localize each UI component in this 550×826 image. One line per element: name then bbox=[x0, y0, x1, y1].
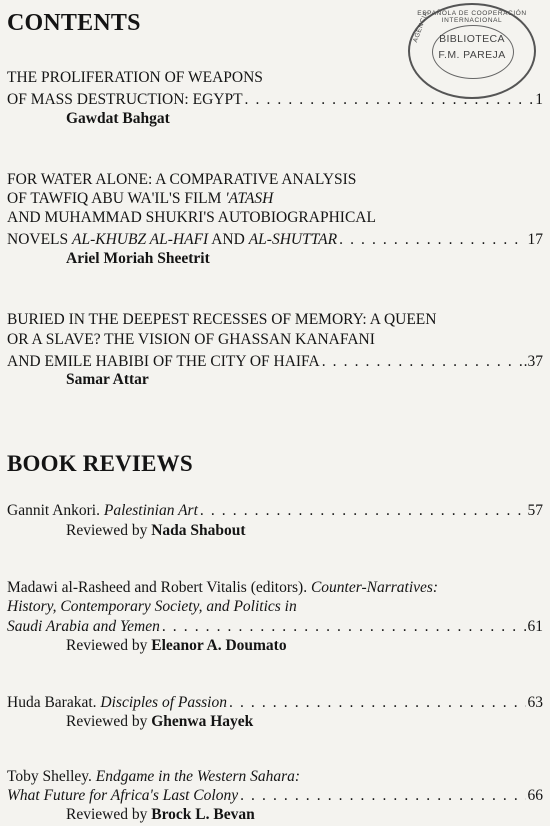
article-3-title-line-1: BURIED IN THE DEEPEST RECESSES OF MEMORY: A QUEEN bbox=[7, 311, 437, 328]
novel-title-2: AL-SHUTTAR bbox=[248, 231, 338, 248]
article-1-title-line-2 bbox=[7, 90, 543, 110]
review-3-reviewer: Ghenwa Hayek bbox=[151, 713, 254, 730]
review-2-citation-line-2: History, Contemporary Society, and Politics in bbox=[7, 598, 297, 615]
contents-heading: CONTENTS bbox=[7, 10, 141, 36]
stamp-line-1: BIBLIOTECA bbox=[439, 33, 505, 45]
review-4-citation-line-1: Toby Shelley. Endgame in the Western Sahara: bbox=[7, 768, 301, 785]
review-2-citation-line-1: Madawi al-Rasheed and Robert Vitalis (editors). Counter-Narratives: bbox=[7, 579, 439, 596]
article-2-title-line-4 bbox=[7, 230, 543, 250]
article-3-title-line-2: OR A SLAVE? THE VISION OF GHASSAN KANAFANI bbox=[7, 331, 375, 348]
review-1-book-title: Palestinian Art bbox=[103, 502, 198, 519]
leader-dots bbox=[322, 352, 522, 372]
article-2-title-text: NOVELS AL-KHUBZ AL-HAFI AND AL-SHUTTAR bbox=[7, 231, 338, 248]
review-4-reviewer-line: Reviewed by Brock L. Bevan bbox=[66, 806, 255, 823]
article-1-author: Gawdat Bahgat bbox=[66, 110, 170, 127]
review-1-reviewer: Nada Shabout bbox=[151, 522, 246, 539]
book-reviews-heading: BOOK REVIEWS bbox=[7, 451, 193, 476]
review-2-page: 61 bbox=[527, 618, 543, 635]
leader-dots bbox=[245, 90, 534, 110]
film-title: 'ATASH bbox=[225, 190, 274, 207]
review-3-text: Huda Barakat. Disciples of Passion bbox=[7, 694, 227, 711]
article-2-page: 17 bbox=[527, 231, 543, 248]
review-3-book-title: Disciples of Passion bbox=[100, 694, 227, 711]
library-stamp bbox=[408, 3, 536, 99]
article-3-title-line-3 bbox=[7, 352, 543, 372]
article-1-title-text: OF MASS DESTRUCTION: EGYPT bbox=[7, 91, 243, 108]
leader-dots bbox=[229, 693, 526, 713]
article-1-page: 1 bbox=[535, 91, 543, 108]
stamp-ring-text: ESPAÑOLA DE COOPERACIÓN INTERNACIONAL bbox=[417, 10, 527, 24]
article-3-author: Samar Attar bbox=[66, 371, 149, 388]
review-1-text: Gannit Ankori. Palestinian Art bbox=[7, 502, 198, 519]
stamp-line-2: F.M. PAREJA bbox=[438, 49, 506, 61]
review-2-title-end: Saudi Arabia and Yemen bbox=[7, 618, 160, 635]
review-2-citation-line-3 bbox=[7, 617, 543, 637]
review-2-book-title: Counter-Narratives: bbox=[310, 579, 439, 596]
leader-dots bbox=[240, 786, 525, 806]
article-2-title-line-2: OF TAWFIQ ABU WA'IL'S FILM 'ATASH bbox=[7, 190, 274, 207]
article-2-author: Ariel Moriah Sheetrit bbox=[66, 250, 210, 267]
review-1-reviewer-line: Reviewed by Nada Shabout bbox=[66, 522, 246, 539]
article-3-page: .37 bbox=[523, 353, 543, 370]
article-2-title-line-3: AND MUHAMMAD SHUKRI'S AUTOBIOGRAPHICAL bbox=[7, 209, 376, 226]
article-1-title-line-1: THE PROLIFERATION OF WEAPONS bbox=[7, 69, 263, 86]
review-3-citation bbox=[7, 693, 543, 713]
leader-dots bbox=[339, 230, 525, 250]
review-4-title-end: What Future for Africa's Last Colony bbox=[7, 787, 239, 804]
review-1-page: 57 bbox=[527, 502, 543, 519]
review-2-reviewer: Eleanor A. Doumato bbox=[151, 637, 287, 654]
review-1-citation bbox=[7, 501, 543, 521]
review-4-book-title: Endgame in the Western Sahara: bbox=[95, 768, 301, 785]
review-4-reviewer: Brock L. Bevan bbox=[151, 806, 255, 823]
article-3-title-text: AND EMILE HABIBI OF THE CITY OF HAIFA bbox=[7, 353, 320, 370]
article-2-title-line-1: FOR WATER ALONE: A COMPARATIVE ANALYSIS bbox=[7, 171, 357, 188]
leader-dots bbox=[200, 501, 526, 521]
review-3-reviewer-line: Reviewed by Ghenwa Hayek bbox=[66, 713, 254, 730]
novel-title-1: AL-KHUBZ AL-HAFI bbox=[72, 231, 209, 248]
review-3-page: 63 bbox=[527, 694, 543, 711]
review-4-page: 66 bbox=[527, 787, 543, 804]
stamp-ring-text-left: AGENCIA bbox=[412, 10, 430, 44]
leader-dots bbox=[162, 617, 526, 637]
review-2-reviewer-line: Reviewed by Eleanor A. Doumato bbox=[66, 637, 287, 654]
review-4-citation-line-2 bbox=[7, 786, 543, 806]
